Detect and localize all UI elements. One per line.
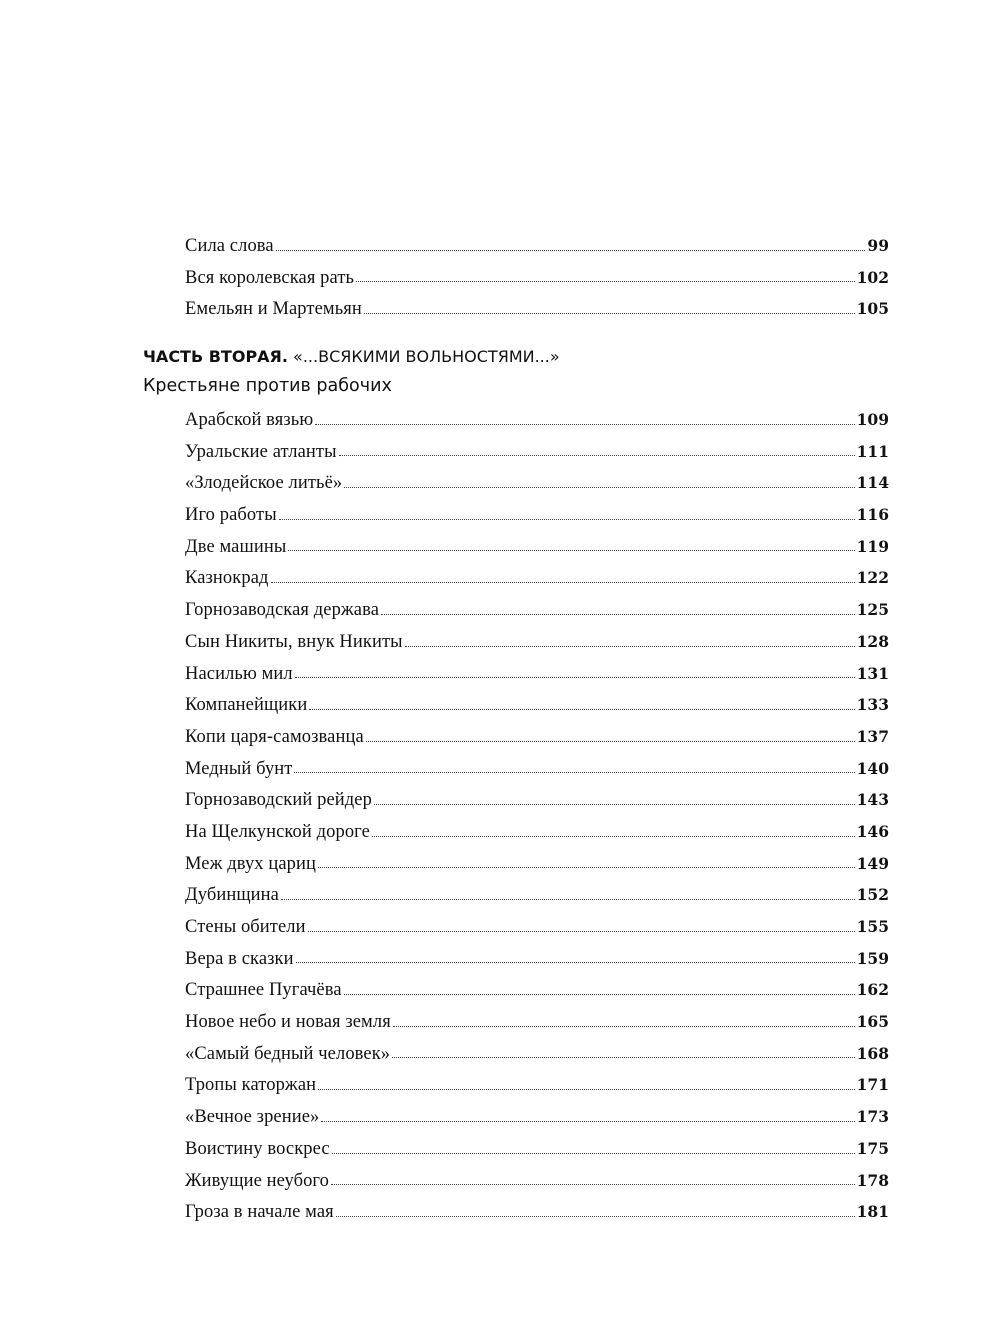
- toc-entry: [185, 404, 889, 436]
- toc-entry-page-number: 175: [856, 1138, 889, 1158]
- toc-entry-page-number: 149: [856, 853, 889, 873]
- toc-entry-title: Две машины: [185, 536, 287, 557]
- dot-leader: [315, 424, 854, 425]
- toc-entry-title: Тропы каторжан: [185, 1075, 317, 1096]
- toc-entry: [185, 626, 889, 658]
- dot-leader: [276, 250, 866, 251]
- toc-entry-page-number: 146: [856, 821, 889, 841]
- dot-leader: [321, 1121, 854, 1122]
- toc-entry-page-number: 105: [856, 299, 889, 319]
- toc-entry: [185, 689, 889, 721]
- toc-entry-title: Казнокрад: [185, 568, 269, 589]
- toc-entry-page-number: 131: [856, 663, 889, 683]
- part-subtitle: Крестьяне против рабочих: [143, 376, 392, 396]
- dot-leader: [279, 519, 855, 520]
- toc-entry-page-number: 137: [856, 726, 889, 746]
- toc-entry: [185, 1069, 889, 1101]
- toc-entry: [185, 848, 889, 880]
- toc-entry-page-number: 159: [856, 948, 889, 968]
- toc-entry-title: Стены обители: [185, 917, 306, 937]
- dot-leader: [271, 582, 855, 583]
- toc-entry: [185, 467, 889, 499]
- dot-leader: [309, 709, 854, 710]
- toc-entry: [185, 1133, 889, 1165]
- toc-entry: [185, 1038, 889, 1070]
- toc-entry: [185, 879, 889, 911]
- dot-leader: [318, 1089, 855, 1090]
- toc-entry-page-number: 171: [856, 1075, 889, 1095]
- toc-entry-title: Горнозаводский рейдер: [185, 790, 372, 811]
- dot-leader: [295, 677, 855, 678]
- toc-entry-page-number: 168: [856, 1043, 889, 1063]
- dot-leader: [344, 487, 854, 488]
- toc-entry-title: Сын Никиты, внук Никиты: [185, 631, 403, 652]
- dot-leader: [364, 313, 855, 314]
- toc-entry-title: Гроза в начале мая: [185, 1202, 334, 1223]
- toc-section-part-one-end: [185, 230, 889, 325]
- toc-entry: [185, 1101, 889, 1133]
- toc-entry-title: Компанейщики: [185, 695, 308, 716]
- dot-leader: [332, 1153, 855, 1154]
- dot-leader: [318, 867, 855, 868]
- toc-entry-page-number: 109: [856, 410, 889, 429]
- toc-entry-page-number: 111: [856, 441, 889, 461]
- toc-entry-title: Горнозаводская держава: [185, 600, 380, 621]
- dot-leader: [356, 281, 855, 282]
- toc-entry: [185, 499, 889, 531]
- toc-entry-title: Меж двух цариц: [185, 853, 317, 874]
- dot-leader: [281, 899, 855, 900]
- dot-leader: [374, 804, 855, 805]
- toc-entry-title: Емельян и Мартемьян: [185, 299, 362, 320]
- toc-entry-page-number: 102: [856, 267, 889, 287]
- toc-entry-title: Воистину воскрес: [185, 1138, 330, 1159]
- toc-entry: [185, 230, 889, 262]
- toc-entry-title: На Щелкунской дороге: [185, 821, 370, 842]
- dot-leader: [405, 646, 855, 647]
- toc-entry: [185, 784, 889, 816]
- toc-entry: [185, 721, 889, 753]
- toc-entry-title: Страшнее Пугачёва: [185, 980, 342, 1001]
- toc-entry: [185, 293, 889, 325]
- toc-entry-title: Новое небо и новая земля: [185, 1012, 391, 1033]
- toc-entry-title: Арабской вязью: [185, 410, 314, 430]
- toc-entry-title: Иго работы: [185, 505, 277, 526]
- dot-leader: [339, 455, 855, 456]
- toc-entry-title: «Злодейское литьё»: [185, 473, 343, 494]
- toc-entry-title: Копи царя-самозванца: [185, 726, 364, 747]
- dot-leader: [296, 962, 855, 963]
- toc-entry-page-number: 152: [856, 885, 889, 905]
- part-title: «...ВСЯКИМИ ВОЛЬНОСТЯМИ...»: [293, 347, 560, 366]
- toc-entry: [185, 1165, 889, 1197]
- toc-entry-page-number: 181: [856, 1202, 889, 1222]
- toc-entry: [185, 531, 889, 563]
- toc-entry: [185, 658, 889, 690]
- toc-entry-page-number: 122: [856, 568, 889, 588]
- toc-entry: [185, 943, 889, 975]
- dot-leader: [366, 741, 855, 742]
- dot-leader: [336, 1216, 855, 1217]
- part-heading: [143, 345, 903, 369]
- toc-entry: [185, 562, 889, 594]
- toc-entry-title: Вся королевская рать: [185, 267, 355, 288]
- part-label: ЧАСТЬ ВТОРАЯ.: [143, 347, 288, 366]
- toc-entry: [185, 974, 889, 1006]
- toc-section-part-two: [185, 404, 889, 1228]
- toc-entry: [185, 753, 889, 785]
- toc-entry-title: «Самый бедный человек»: [185, 1043, 391, 1064]
- dot-leader: [308, 931, 855, 932]
- toc-entry-title: Дубинщина: [185, 885, 279, 906]
- toc-entry-page-number: 99: [867, 236, 889, 255]
- toc-entry-page-number: 128: [856, 631, 889, 651]
- toc-entry-page-number: 162: [856, 980, 889, 1000]
- toc-entry-title: Сила слова: [185, 236, 274, 256]
- toc-entry-page-number: 173: [856, 1107, 889, 1127]
- toc-entry: [185, 436, 889, 468]
- toc-entry-page-number: 165: [856, 1012, 889, 1032]
- toc-entry: [185, 1196, 889, 1228]
- toc-entry-page-number: 178: [856, 1170, 889, 1190]
- toc-entry: [185, 816, 889, 848]
- toc-entry-page-number: 133: [856, 695, 889, 715]
- toc-entry: [185, 911, 889, 943]
- toc-entry: [185, 594, 889, 626]
- toc-entry-page-number: 114: [856, 473, 889, 493]
- dot-leader: [393, 1026, 855, 1027]
- toc-entry-page-number: 119: [856, 536, 889, 556]
- toc-entry-title: Медный бунт: [185, 758, 293, 779]
- toc-entry-page-number: 143: [856, 790, 889, 810]
- toc-entry-title: Вера в сказки: [185, 948, 294, 969]
- toc-entry-page-number: 116: [856, 505, 889, 525]
- dot-leader: [392, 1057, 855, 1058]
- dot-leader: [344, 994, 855, 995]
- dot-leader: [288, 550, 854, 551]
- dot-leader: [294, 772, 854, 773]
- dot-leader: [372, 836, 855, 837]
- toc-entry-title: «Вечное зрение»: [185, 1107, 320, 1128]
- dot-leader: [381, 614, 855, 615]
- toc-entry-title: Уральские атланты: [185, 441, 337, 462]
- toc-entry-title: Насилью мил: [185, 663, 293, 684]
- toc-entry-page-number: 140: [856, 758, 889, 778]
- toc-entry: [185, 1006, 889, 1038]
- toc-entry-page-number: 125: [856, 600, 889, 620]
- toc-entry-page-number: 155: [856, 917, 889, 936]
- toc-entry-title: Живущие неубого: [185, 1170, 330, 1191]
- toc-entry: [185, 262, 889, 294]
- dot-leader: [331, 1184, 855, 1185]
